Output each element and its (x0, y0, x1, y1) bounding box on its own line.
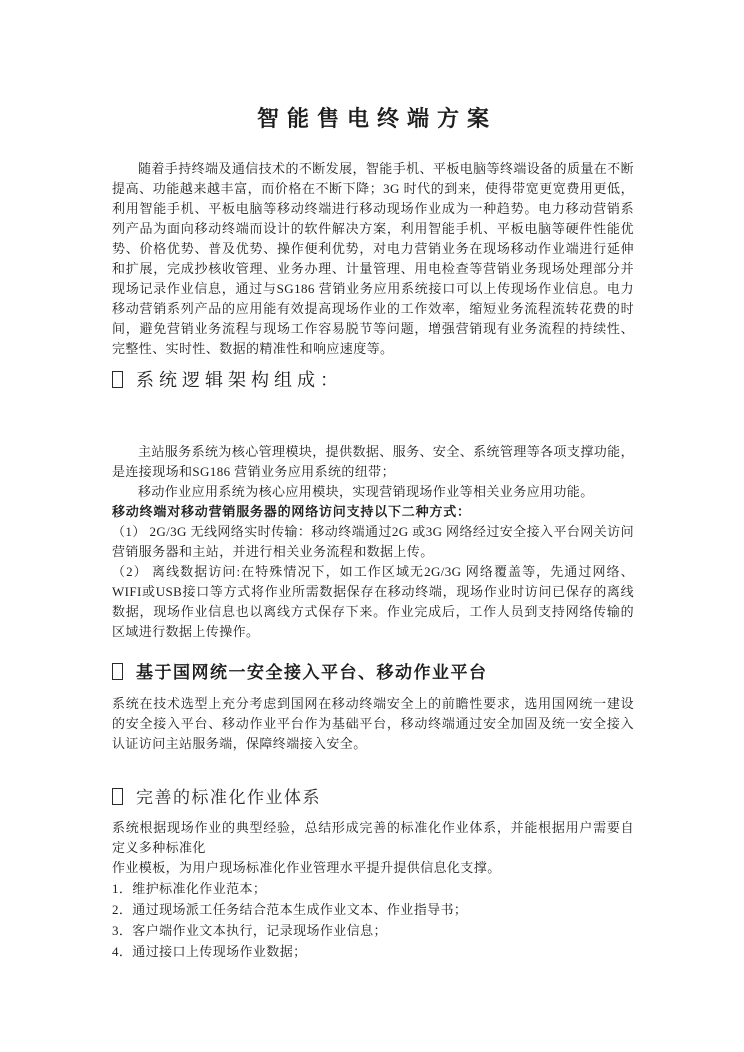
paragraph-network-mode-2: （2） 离线数据访问:在特殊情况下，如工作区域无2G/3G 网络覆盖等，先通过网络、WIFI或USB接口等方式将作业所需数据保存在移动终端，现场作业时访问已保存的离线数据，现场作业信息也以离线方式保存下来。作业完成后，工作人员到支持网络传输的区域进行数据上传操作。 (112, 564, 634, 639)
section-heading-architecture (112, 366, 634, 392)
section-heading-standard-system (112, 783, 634, 808)
section-heading-security-platform (112, 658, 634, 683)
section-heading-standard-label: 完善的标准化作业体系 (136, 788, 321, 807)
paragraph-master-station: 主站服务系统为核心管理模块，提供数据、服务、安全、系统管理等各项支撑功能，是连接现场和SG186 营销业务应用系统的纽带； (112, 444, 634, 479)
network-access-title: 移动终端对移动营销服务器的网络访问支持以下二种方式： (112, 504, 471, 519)
missing-glyph-box-icon (112, 788, 123, 805)
paragraph-mobile-app: 移动作业应用系统为核心应用模块，实现营销现场作业等相关业务应用功能。 (138, 484, 594, 499)
section-heading-architecture-label: 系统逻辑架构组成： (136, 370, 343, 390)
paragraph-standard-line1: 系统根据现场作业的典型经验，总结形成完善的标准化作业体系，并能根据用户需要自定义多种标准化 (112, 820, 634, 855)
paragraph-standard-line2: 作业模板，为用户现场标准化作业管理水平提升提供信息化支撑。 (112, 860, 501, 875)
list-item: 1．维护标准化作业范本； (112, 881, 267, 896)
missing-glyph-box-icon (112, 371, 123, 388)
paragraph-security-platform: 系统在技术选型上充分考虑到国网在移动终端安全上的前瞻性要求，选用国网统一建设的安全接入平台、移动作业平台作为基础平台，移动终端通过安全加固及统一安全接入认证访问主站服务端，保障终端接入安全。 (112, 696, 634, 751)
document-title: 智能售电终端方案 (256, 106, 497, 131)
list-item: 2．通过现场派工任务结合范本生成作业文本、作业指导书； (112, 902, 468, 917)
list-item: 3．客户端作业文本执行，记录现场作业信息； (112, 923, 387, 938)
list-item: 4．通过接口上传现场作业数据； (112, 944, 307, 959)
missing-glyph-box-icon (112, 663, 123, 680)
section-heading-security-label: 基于国网统一安全接入平台、移动作业平台 (136, 663, 488, 682)
paragraph-network-mode-1: （1） 2G/3G 无线网络实时传输：移动终端通过2G 或3G 网络经过安全接入平台网关访问营销服务器和主站，并进行相关业务流程和数据上传。 (112, 524, 634, 559)
standard-work-list (112, 878, 634, 962)
intro-paragraph: 随着手持终端及通信技术的不断发展，智能手机、平板电脑等终端设备的质量在不断提高、功能越来越丰富，而价格在不断下降；3G 时代的到来，使得带宽更宽费用更低，利用智能手机、平板电脑等移动终端进行移动现场作业成为一种趋势。电力移动营销系列产品为面向移动终端而设计的软件解决方案，利用智能手机、平板电脑等硬件性能优势、价格优势、普及优势、操作便利优势，对电力营销业务在现场移动作业端进行延伸和扩展，完成抄核收管理、业务办理、计量管理、用电检查等营销业务现场处理部分并现场记录作业信息，通过与SG186 营销业务应用系统接口可以上传现场作业信息。电力移动营销系列产品的应用能有效提高现场作业的工作效率，缩短业务流程流转花费的时间，避免营销业务流程与现场工作容易脱节等问题，增强营销现有业务流程的持续性、完整性、实时性、数据的精准性和响应速度等。 (112, 161, 634, 356)
